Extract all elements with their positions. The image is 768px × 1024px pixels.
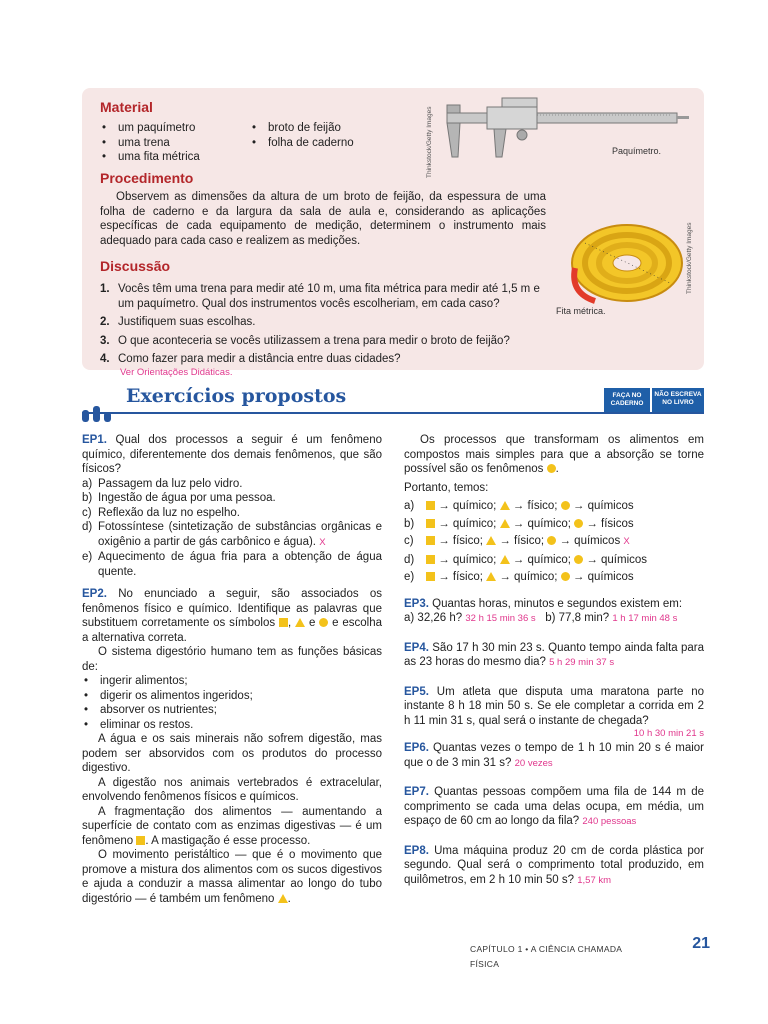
- answer: 32 h 15 min 36 s: [465, 613, 536, 624]
- exercises-rule: [82, 412, 704, 414]
- right-column: [404, 433, 704, 896]
- yellow-circle-icon: [547, 536, 556, 545]
- orientacoes-note: Ver Orientações Didáticas.: [120, 366, 233, 378]
- material-list-1: [100, 121, 260, 165]
- ep2-bullets: [82, 674, 382, 732]
- yellow-triangle-icon: [486, 536, 496, 545]
- yellow-triangle-icon: [500, 501, 510, 510]
- ep2-paragraph: O sistema digestório humano tem as funções básicas de:: [82, 646, 382, 673]
- yellow-circle-icon: [561, 501, 570, 510]
- exercise-ep5: EP5. Um atleta que disputa uma maratona parte no instante 8 h 18 min 50 s. Se ele completar a corrida em 2 h 11 min 31 s, qual será o instante de chegada? 10 h 30 min 21 s: [404, 685, 704, 739]
- ep2-option: a) → químico; → físico; → químicos: [404, 500, 634, 512]
- ep2-bullet: • ingerir alimentos;: [82, 674, 382, 689]
- exercise-ep1: EP1. Qual dos processos a seguir é um fenômeno químico, diferentemente dos demais fenômenos, que são físicos? a) Passagem da luz pelo vidro. b) Ingestão de água por uma pessoa. c) Reflexão da luz no espelho. d) Fotossíntese (sintetização de substâncias orgânicas e oxigênio a partir de gás carbônico e água). X e) Aquecimento de água fria para a obtenção de água quente.: [82, 434, 382, 578]
- caliper-caption: Paquímetro.: [612, 146, 662, 156]
- material-heading: Material: [100, 99, 153, 115]
- answer: 1 h 17 min 48 s: [612, 613, 678, 624]
- ep2-options: [404, 499, 704, 585]
- tape-credit: Thinkstock/Getty Images: [686, 222, 693, 294]
- page-number: 21: [692, 935, 710, 952]
- exercise-ep2: EP2. No enunciado a seguir, são associados os fenômenos físico e químico. Identifique as palavras que substituem corretamente os símbolos , e e escolha a alternativa correta. O sistema digestório humano tem as funções básicas de: • ingerir alimentos; • digerir os alimentos ingeridos; • absorver os nutrientes; • eliminar os restos. A água e os sais minerais não sofrem digestão, mas podem ser absorvidos com os produtos do processo digestivo. A digestão nos animais vertebrados é extracelular, envolvendo fenômenos físicos e químicos. A fragmentação dos alimentos — aumentando a superfície de contato com as enzimas digestivas — é um fenômeno . A mastigação é esse processo. O movimento peristáltico — que é o movimento que promove a mistura dos alimentos com os sucos digestivos e ajuda a conduzir a massa alimentar ao longo do tubo digestório — é também um fenômeno .: [82, 587, 382, 906]
- ep2-paragraph: O movimento peristáltico — que é o movimento que promove a mistura dos alimentos com os sucos digestivos e ajuda a conduzir a massa alimentar ao longo do tubo digestório — é também um fenômeno .: [82, 849, 382, 905]
- ep2-option: d) → químico; → químico; → químicos: [404, 553, 648, 566]
- ep2-paragraph: Portanto, temos:: [404, 481, 489, 494]
- left-column: [82, 433, 382, 906]
- ep2-bullet: • eliminar os restos.: [82, 718, 382, 733]
- yellow-square-icon: [426, 572, 435, 581]
- material-item: • folha de caderno: [250, 136, 410, 151]
- chapter-title: CAPÍTULO 1 • A CIÊNCIA CHAMADA FÍSICA: [470, 944, 622, 969]
- discussao-item: 3. O que aconteceria se vocês utilizassem a trena para medir o broto de feijão?: [100, 334, 510, 347]
- exercise-ep4: EP4. São 17 h 30 min 23 s. Quanto tempo ainda falta para as 23 horas do mesmo dia? 5 h 29 min 37 s: [404, 641, 704, 668]
- yellow-square-icon: [426, 519, 435, 528]
- exercise-ep3: EP3. Quantas horas, minutos e segundos existem em: a) 32,26 h? 32 h 15 min 36 s b) 77,8 min? 1 h 17 min 48 s: [404, 597, 683, 624]
- yellow-circle-icon: [561, 572, 570, 581]
- ep2-option: c) → físico; → físico; → químicos X: [404, 535, 630, 547]
- ep2-option: e) → físico; → químico; → químicos: [404, 571, 634, 583]
- yellow-triangle-icon: [500, 555, 510, 564]
- yellow-circle-icon: [547, 464, 556, 473]
- ep2-paragraph: Os processos que transformam os alimentos em compostos mais simples para que a absorção se torne possível são os fenômenos .: [404, 434, 704, 475]
- yellow-square-icon: [136, 836, 145, 845]
- answer-mark: X: [623, 536, 630, 547]
- tape-caption: Fita métrica.: [556, 306, 606, 316]
- ep1-option: b) Ingestão de água por uma pessoa.: [82, 492, 276, 504]
- yellow-circle-icon: [319, 618, 328, 627]
- material-item: • broto de feijão: [250, 121, 410, 136]
- yellow-square-icon: [426, 501, 435, 510]
- caliper-credit: Thinkstock/Getty Images: [426, 106, 433, 178]
- yellow-circle-icon: [574, 519, 583, 528]
- faca-no-caderno-badge: FAÇA NO CADERNO NÃO ESCREVA NO LIVRO: [604, 388, 704, 412]
- yellow-square-icon: [426, 536, 435, 545]
- answer: 5 h 29 min 37 s: [549, 657, 615, 668]
- exercises-title: Exercícios propostos: [126, 385, 347, 407]
- material-item: • um paquímetro: [100, 121, 260, 136]
- material-item: • uma trena: [100, 136, 260, 151]
- exercise-ep8: EP8. Uma máquina produz 20 cm de corda plástica por segundo. Qual será o comprimento total produzido, em quilômetros, em 2 h 10 min 50 s? 1,57 km: [404, 844, 704, 886]
- discussao-item: 2. Justifiquem suas escolhas.: [100, 316, 256, 328]
- procedimento-text: Observem as dimensões da altura de um broto de feijão, da espessura de uma folha de caderno e da largura da sala de aula e, considerando as aplicações específicas de cada equipamento de medição, determinem o instrumento mais adequado para cada caso e realizem as medições.: [100, 191, 546, 247]
- yellow-square-icon: [426, 555, 435, 564]
- procedimento-heading: Procedimento: [100, 170, 194, 186]
- page-footer: [470, 935, 710, 969]
- ep1-option: c) Reflexão da luz no espelho.: [82, 506, 240, 519]
- ep2-paragraph: A água e os sais minerais não sofrem digestão, mas podem ser absorvidos com os produtos do processo digestivo.: [82, 733, 382, 774]
- ep1-option: e) Aquecimento de água fria para a obtenção de água quente.: [82, 551, 382, 578]
- ep2-bullet: • digerir os alimentos ingeridos;: [82, 689, 382, 704]
- ep2-paragraph: A digestão nos animais vertebrados é extracelular, envolvendo fenômenos físicos e químicos.: [82, 776, 382, 803]
- ep2-bullet: • absorver os nutrientes;: [82, 703, 382, 718]
- exercise-ep6: EP6. Quantas vezes o tempo de 1 h 10 min 20 s é maior que o de 3 min 31 s? 20 vezes: [404, 742, 704, 769]
- yellow-triangle-icon: [500, 519, 510, 528]
- discussao-heading: Discussão: [100, 258, 171, 274]
- ep1-option: a) Passagem da luz pelo vidro.: [82, 477, 243, 490]
- ep2-paragraph: A fragmentação dos alimentos — aumentando a superfície de contato com as enzimas digestivas — é um fenômeno . A mastigação é esse processo.: [82, 805, 382, 847]
- yellow-circle-icon: [574, 555, 583, 564]
- answer-mark: X: [319, 536, 326, 548]
- yellow-triangle-icon: [486, 572, 496, 581]
- ep1-option: d) Fotossíntese (sintetização de substâncias orgânicas e oxigênio a partir de gás carbônico e água). X: [82, 521, 382, 548]
- discussao-list: [100, 282, 546, 378]
- exercise-ep7: EP7. Quantas pessoas compõem uma fila de 144 m de comprimento se cada uma delas ocupa, em média, um espaço de 60 cm ao longo da fila? 240 pessoas: [404, 786, 705, 827]
- yellow-square-icon: [279, 618, 288, 627]
- discussao-item: 4. Como fazer para medir a distância entre duas cidades?: [100, 353, 401, 365]
- material-list-2: [250, 121, 410, 150]
- answer: 20 vezes: [514, 757, 553, 769]
- answer: 10 h 30 min 21 s: [633, 728, 704, 739]
- ep2-option: b) → químico; → químico; → físicos: [404, 517, 634, 530]
- section-decoration-icon: [80, 404, 120, 424]
- discussao-item: 1. Vocês têm uma trena para medir até 10 m, uma fita métrica para medir até 1,5 m e um paquímetro. Qual dos instrumentos vocês escolheriam, em cada caso?: [100, 283, 540, 310]
- ep1-options: [82, 477, 382, 580]
- tape-measure-image: [565, 213, 685, 308]
- material-item: • uma fita métrica: [100, 150, 260, 165]
- answer: 240 pessoas: [582, 816, 637, 827]
- yellow-triangle-icon: [295, 618, 305, 627]
- answer: 1,57 km: [577, 874, 612, 886]
- yellow-triangle-icon: [278, 894, 288, 903]
